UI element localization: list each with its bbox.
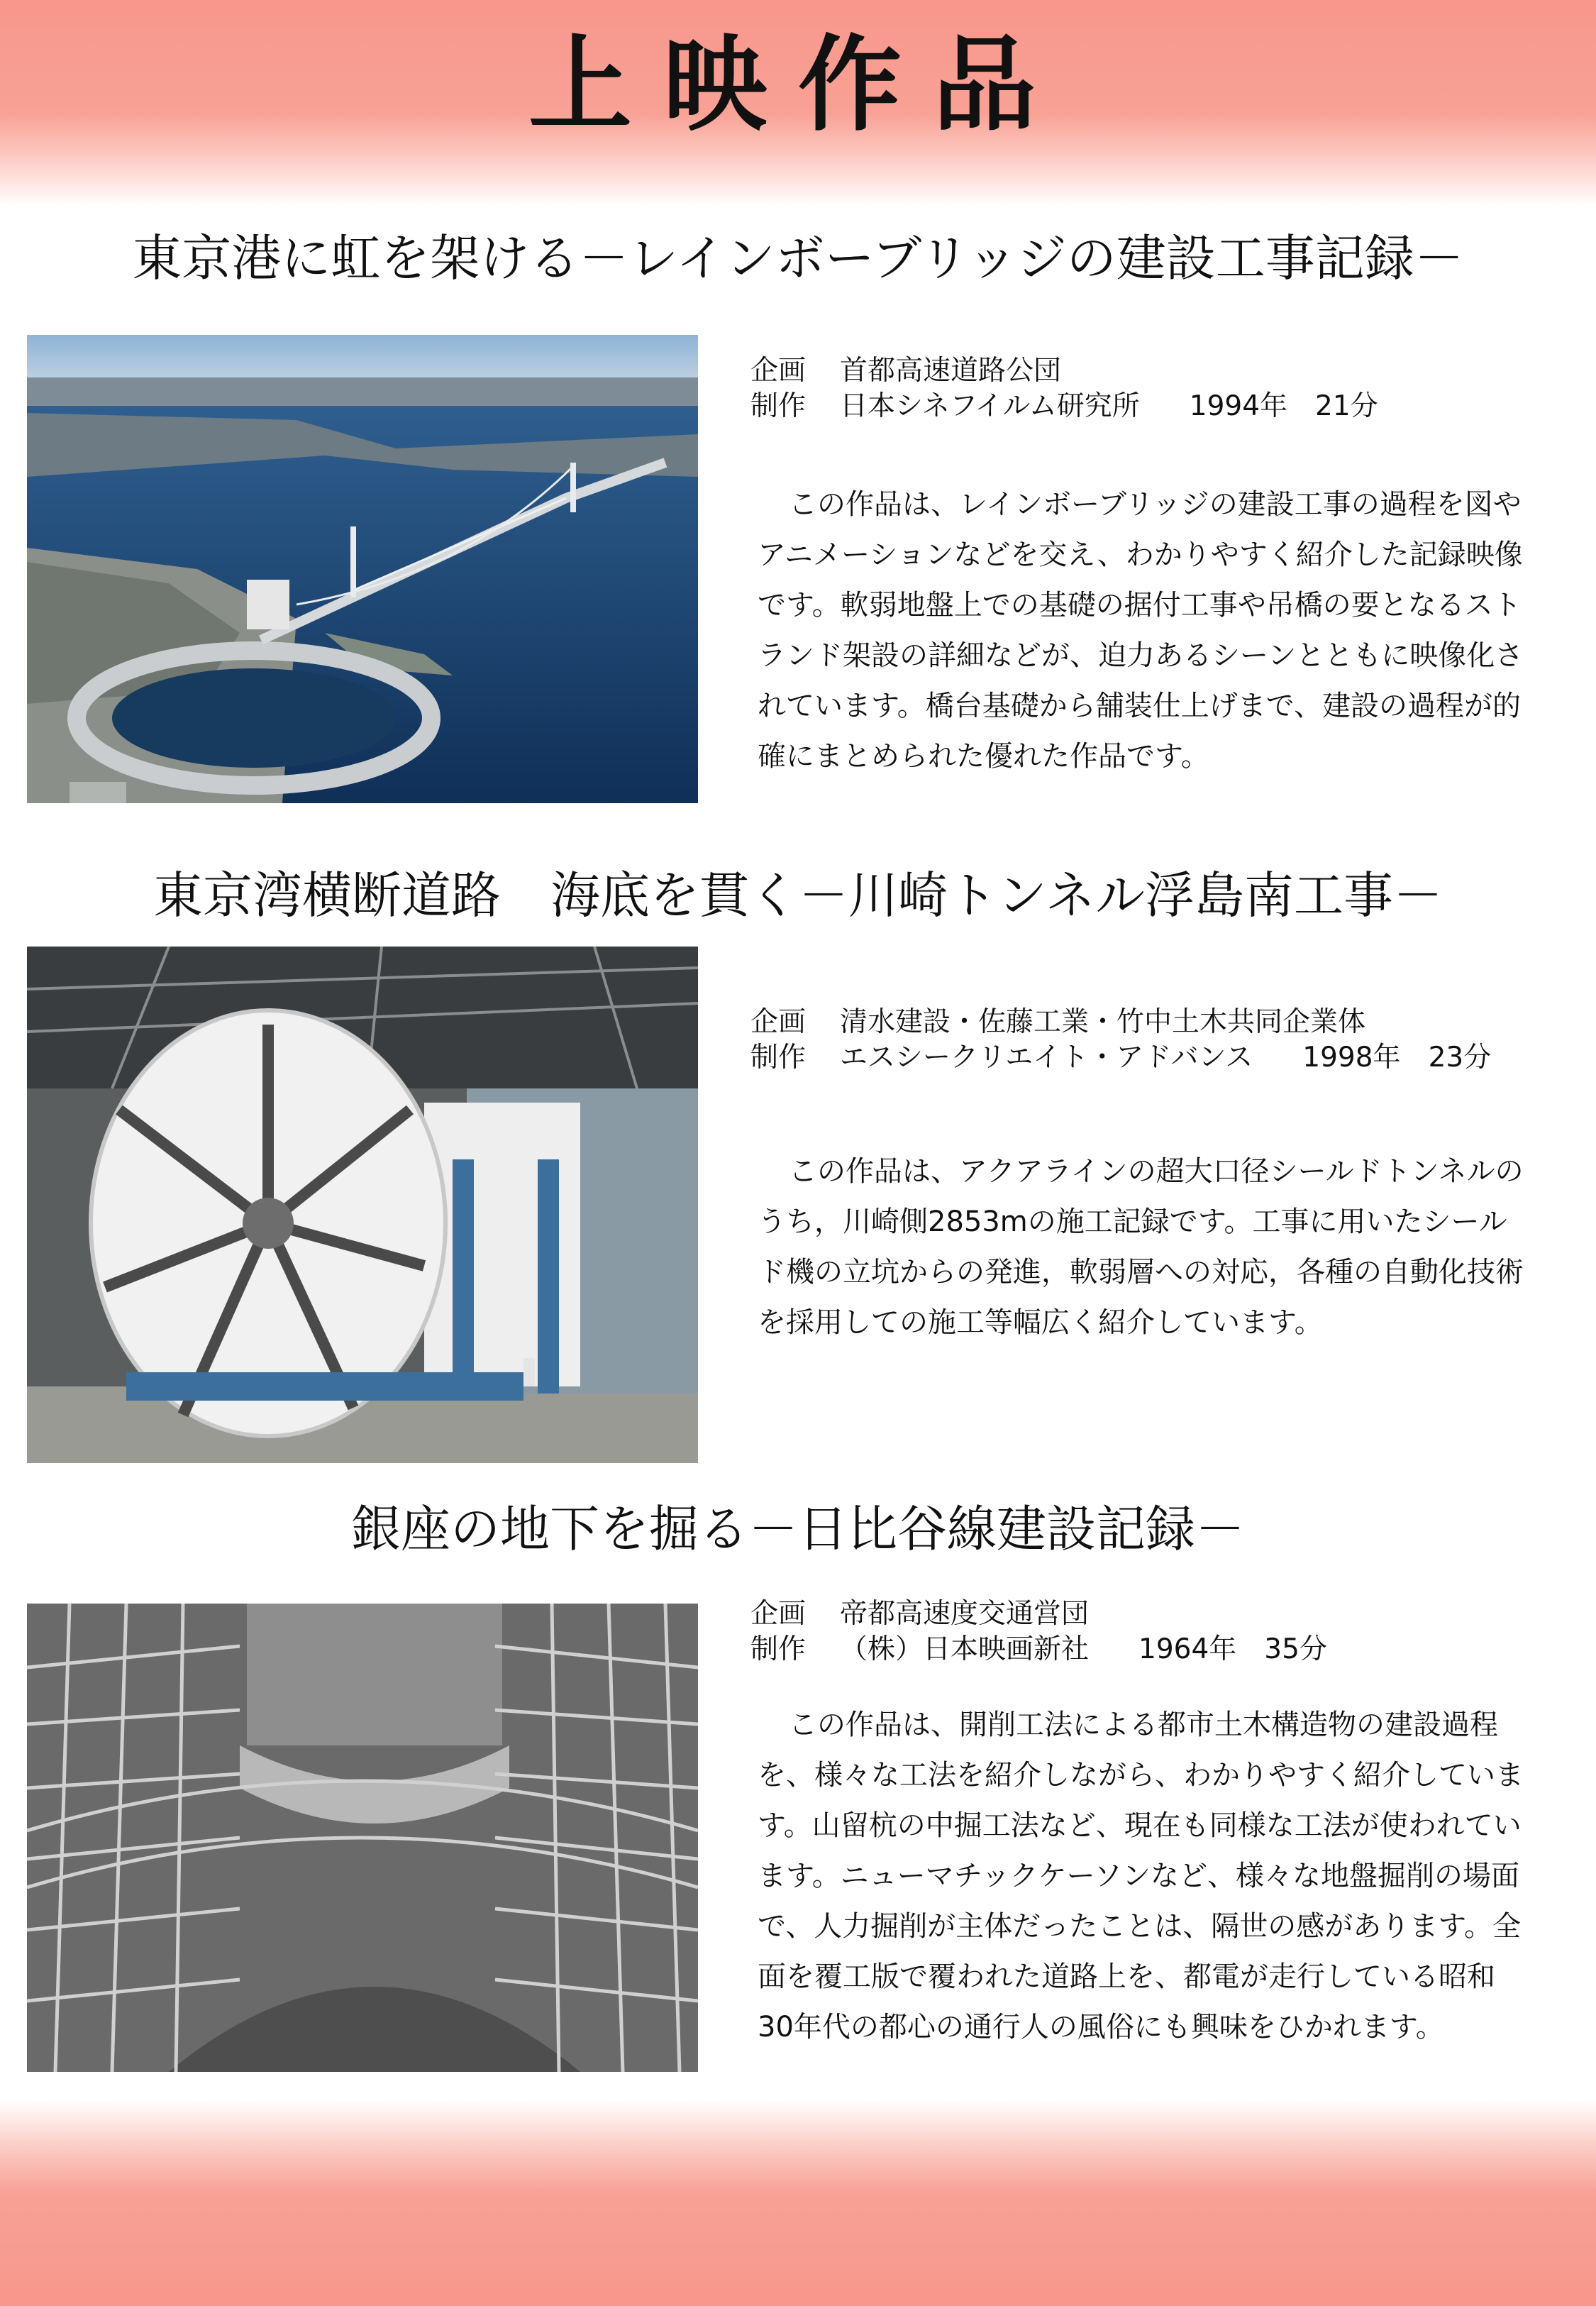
production-value: （株）日本映画新社 — [840, 1633, 1090, 1665]
planning-label: 企画 — [750, 355, 807, 387]
underground-rebar-photo — [27, 1604, 698, 2072]
year: 1964年 — [1138, 1633, 1237, 1665]
planning-label: 企画 — [750, 1006, 807, 1038]
duration: 23分 — [1428, 1042, 1492, 1074]
footer-band — [0, 2100, 1596, 2306]
description-1: この作品は、レインボーブリッジの建設工事の過程を図やアニメーションなどを交え、わかりやすく紹介した記録映像です。軟弱地盤上での基礎の据付工事や吊橋の要となるストランド架設の詳細などが、迫力あるシーンとともに映像化されています。橋台基礎から舗装仕上げまで、建設の過程が的確にまとめられた優れた作品です。 — [758, 488, 1524, 773]
description-3: この作品は、開削工法による都市土木構造物の建設過程を、様々な工法を紹介しながら、わかりやすく紹介しています。山留杭の中掘工法など、現在も同様な工法が使われています。ニューマチックケーソンなど、様々な地盤掘削の場面で、人力掘削が主体だったことは、隔世の感があります。全面を覆工版で覆われた道路上を、都電が走行している昭和30年代の都心の通行人の風俗にも興味をひかれます。 — [758, 1709, 1524, 2043]
work-title-3: 銀座の地下を掘る－日比谷線建設記録－ — [351, 1500, 1245, 1558]
production-label: 制作 — [750, 1633, 807, 1665]
year: 1998年 — [1302, 1042, 1401, 1074]
duration: 21分 — [1315, 390, 1378, 422]
rainbow-bridge-aerial-photo — [27, 335, 698, 803]
page-title: 上映作品 — [528, 25, 1068, 145]
description-2: この作品は、アクアラインの超大口径シールドトンネルのうち，川崎側2853mの施工記録です。工事に用いたシールド機の立坑からの発進，軟弱層への対応，各種の自動化技術を採用しての施工等幅広く紹介しています。 — [758, 1155, 1524, 1339]
credits-2 — [750, 1005, 1491, 1076]
planning-value: 首都高速道路公団 — [840, 355, 1062, 387]
production-label: 制作 — [750, 1042, 807, 1074]
work-title-2: 東京湾横断道路 海底を貫く－川崎トンネル浮島南工事－ — [153, 866, 1443, 925]
credits-3 — [750, 1596, 1327, 1667]
planning-label: 企画 — [750, 1598, 807, 1630]
work-title-1: 東京港に虹を架ける－レインボーブリッジの建設工事記録－ — [132, 229, 1464, 287]
shield-machine-photo — [27, 947, 698, 1463]
year: 1994年 — [1189, 390, 1288, 422]
planning-value: 清水建設・佐藤工業・竹中土木共同企業体 — [840, 1006, 1366, 1038]
planning-value: 帝都高速度交通営団 — [840, 1598, 1090, 1630]
production-value: 日本シネフイルム研究所 — [840, 390, 1140, 422]
credits-1 — [750, 353, 1378, 424]
production-value: エスシークリエイト・アドバンス — [840, 1042, 1253, 1074]
production-label: 制作 — [750, 390, 807, 422]
duration: 35分 — [1264, 1633, 1327, 1665]
